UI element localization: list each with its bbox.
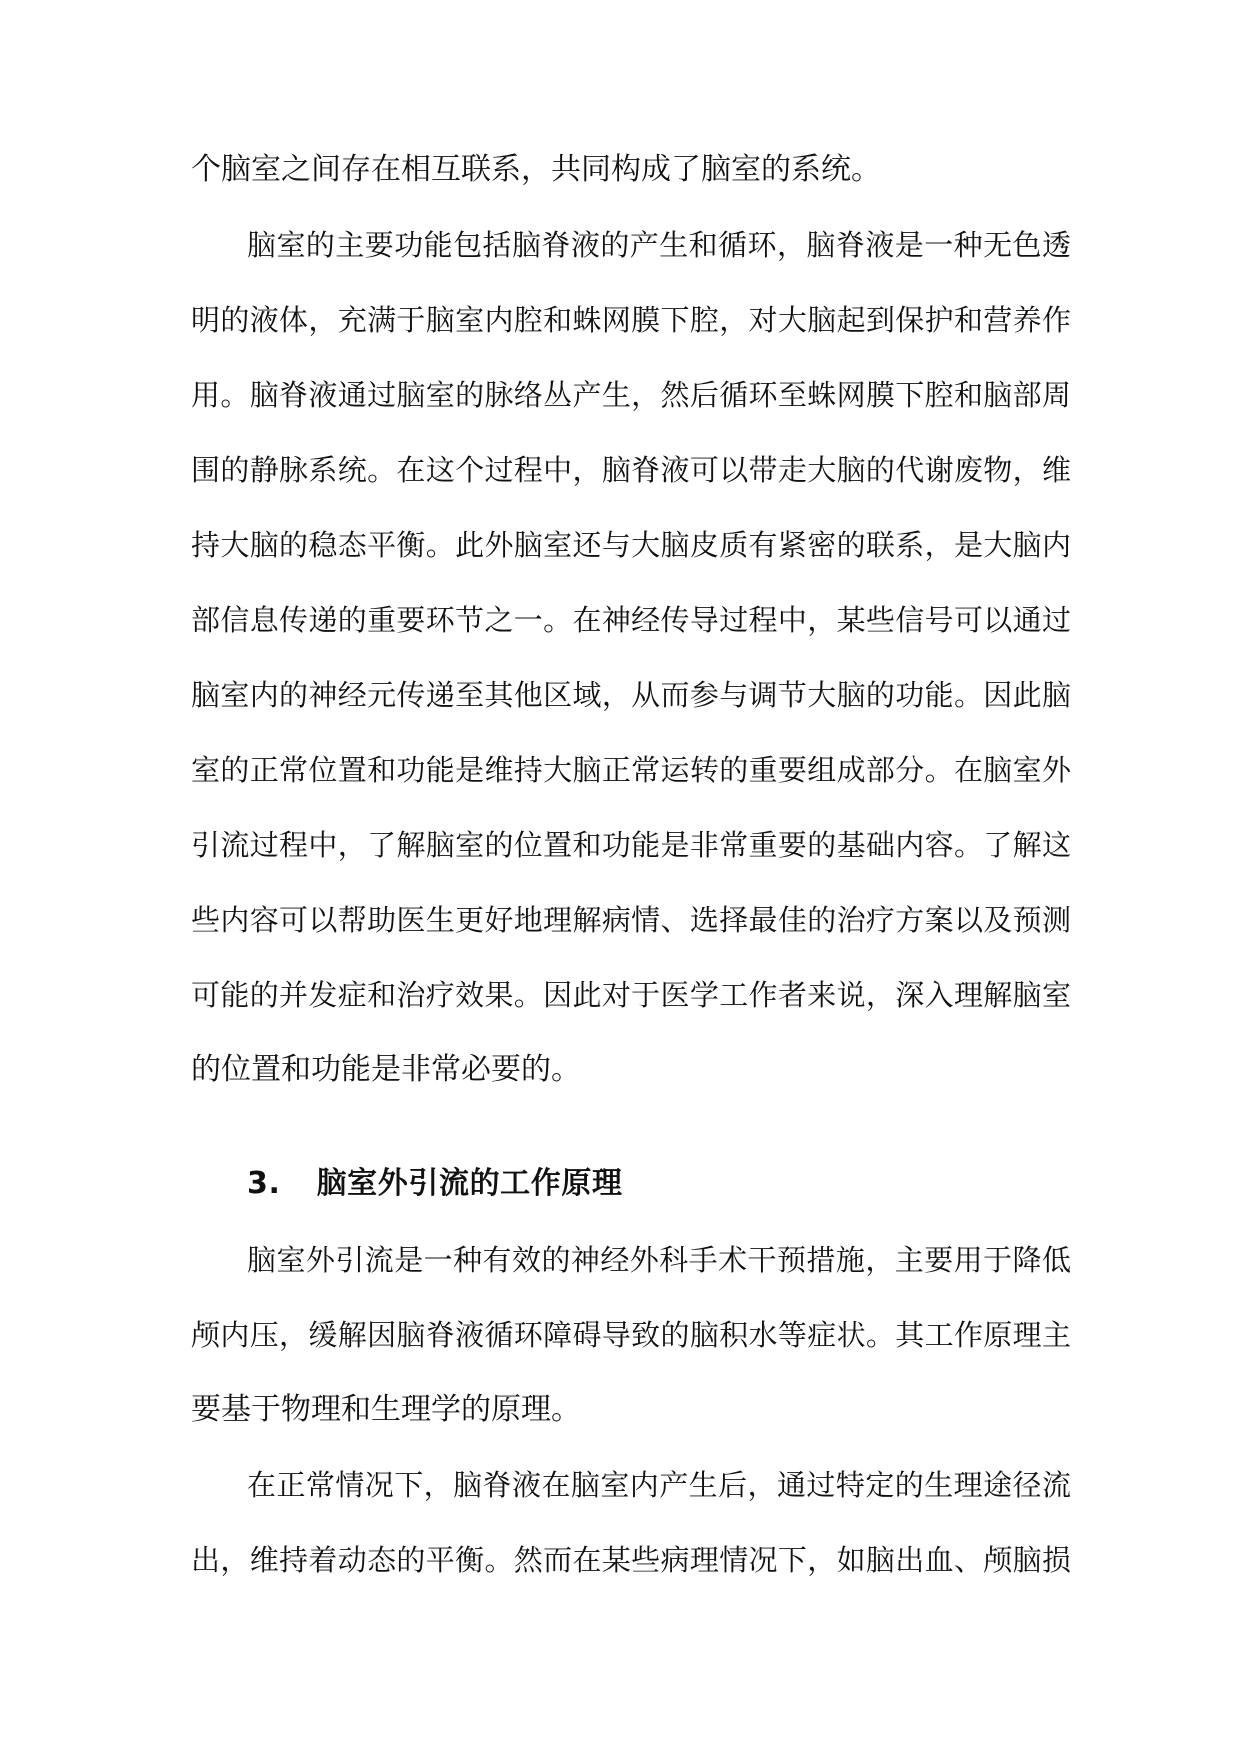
para3-line-1: 脑室外引流是一种有效的神经外科手术干预措施，主要用于降低 bbox=[247, 1243, 1071, 1277]
para2-line-1: 脑室的主要功能包括脑脊液的产生和循环，脑脊液是一种无色透 bbox=[247, 228, 1071, 262]
para2-line-3: 用。脑脊液通过脑室的脉络丛产生，然后循环至蛛网膜下腔和脑部周 bbox=[191, 378, 1071, 412]
para2-line-2: 明的液体，充满于脑室内腔和蛛网膜下腔，对大脑起到保护和营养作 bbox=[191, 303, 1071, 337]
section-heading bbox=[247, 1164, 623, 1204]
para2-line-11: 可能的并发症和治疗效果。因此对于医学工作者来说，深入理解脑室 bbox=[191, 978, 1071, 1012]
para1-line-1: 个脑室之间存在相互联系，共同构成了脑室的系统。 bbox=[191, 152, 881, 187]
para2-line-9: 引流过程中，了解脑室的位置和功能是非常重要的基础内容。了解这 bbox=[191, 828, 1071, 862]
para2-line-7: 脑室内的神经元传递至其他区域，从而参与调节大脑的功能。因此脑 bbox=[191, 678, 1071, 712]
para2-line-12: 的位置和功能是非常必要的。 bbox=[191, 1052, 581, 1087]
section-number: 3. bbox=[247, 1166, 281, 1201]
para3-line-2: 颅内压，缓解因脑脊液循环障碍导致的脑积水等症状。其工作原理主 bbox=[191, 1318, 1071, 1352]
para2-line-6: 部信息传递的重要环节之一。在神经传导过程中，某些信号可以通过 bbox=[191, 603, 1071, 637]
para2-line-8: 室的正常位置和功能是维持大脑正常运转的重要组成部分。在脑室外 bbox=[191, 753, 1071, 787]
para2-line-5: 持大脑的稳态平衡。此外脑室还与大脑皮质有紧密的联系，是大脑内 bbox=[191, 528, 1071, 562]
para2-line-10: 些内容可以帮助医生更好地理解病情、选择最佳的治疗方案以及预测 bbox=[191, 903, 1071, 937]
para4-line-1: 在正常情况下，脑脊液在脑室内产生后，通过特定的生理途径流 bbox=[247, 1468, 1071, 1502]
para2-line-4: 围的静脉系统。在这个过程中，脑脊液可以带走大脑的代谢废物，维 bbox=[191, 453, 1071, 487]
para4-line-2: 出，维持着动态的平衡。然而在某些病理情况下，如脑出血、颅脑损 bbox=[191, 1543, 1071, 1577]
section-title: 脑室外引流的工作原理 bbox=[316, 1166, 623, 1201]
para3-line-3: 要基于物理和生理学的原理。 bbox=[191, 1392, 581, 1427]
